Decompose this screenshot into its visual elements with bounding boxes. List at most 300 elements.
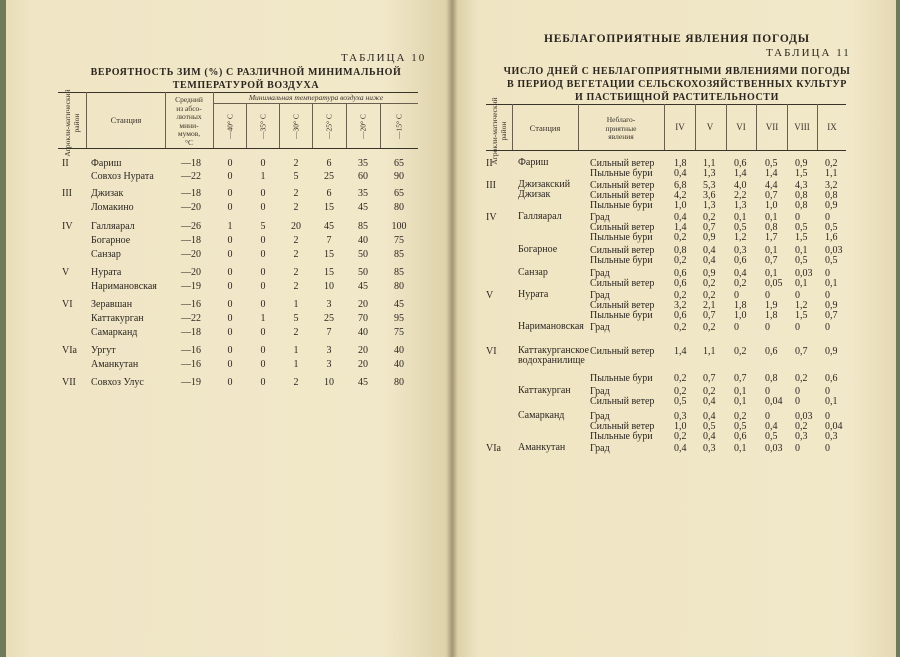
row-station: Каттакурган bbox=[91, 313, 144, 324]
row-value: 0,4 bbox=[703, 431, 716, 442]
row-value: 1,8 bbox=[734, 300, 747, 311]
row-value: 0,4 bbox=[765, 421, 778, 432]
row-value: 10 bbox=[324, 377, 334, 388]
row-value: 45 bbox=[358, 281, 368, 292]
row-value: 3,2 bbox=[674, 300, 687, 311]
row-value: 1,0 bbox=[674, 200, 687, 211]
row-value: 0,5 bbox=[674, 396, 687, 407]
row-station: Ломакино bbox=[91, 202, 134, 213]
row-mean: —18 bbox=[181, 158, 201, 169]
row-value: 1 bbox=[260, 313, 266, 324]
row-value: 0 bbox=[825, 386, 830, 397]
row-value: 15 bbox=[324, 202, 334, 213]
month-header: IV bbox=[675, 122, 685, 132]
row-value: 0,8 bbox=[795, 190, 808, 201]
row-mean: —20 bbox=[181, 249, 201, 260]
row-value: 0,4 bbox=[674, 168, 687, 179]
book-gutter bbox=[446, 0, 458, 657]
row-value: 0,5 bbox=[765, 158, 778, 169]
table-row bbox=[6, 313, 452, 325]
row-value: 10 bbox=[324, 281, 334, 292]
row-value: 0,4 bbox=[674, 443, 687, 454]
row-value: 40 bbox=[358, 327, 368, 338]
row-value: 0,03 bbox=[795, 411, 813, 422]
row-value: 100 bbox=[391, 221, 407, 232]
phen-header-line: явления bbox=[608, 132, 634, 141]
row-station: Нурата bbox=[91, 267, 122, 278]
row-value: 5 bbox=[293, 171, 299, 182]
row-value: 0,9 bbox=[795, 158, 808, 169]
row-value: 0,04 bbox=[825, 421, 843, 432]
table-row bbox=[452, 255, 896, 266]
table-row bbox=[452, 431, 896, 442]
row-value: 0,4 bbox=[703, 411, 716, 422]
table-10-header-rule bbox=[58, 148, 418, 149]
row-value: 0 bbox=[227, 281, 233, 292]
row-value: 2 bbox=[293, 235, 299, 246]
row-value: 0,1 bbox=[734, 212, 747, 223]
row-value: 0 bbox=[227, 202, 233, 213]
temp-header: —25° С bbox=[324, 114, 334, 139]
row-phenomenon: Пыльные бури bbox=[590, 373, 653, 384]
row-value: 5,3 bbox=[703, 180, 716, 191]
row-value: 0 bbox=[260, 267, 266, 278]
row-value: 75 bbox=[394, 327, 404, 338]
row-value: 0 bbox=[825, 411, 830, 422]
row-value: 0,2 bbox=[734, 278, 747, 289]
row-value: 0 bbox=[795, 212, 800, 223]
month-header: IX bbox=[827, 122, 837, 132]
row-value: 45 bbox=[324, 221, 334, 232]
table-row bbox=[452, 310, 896, 321]
row-value: 0 bbox=[227, 267, 233, 278]
row-value: 25 bbox=[324, 313, 334, 324]
row-value: 0,2 bbox=[703, 212, 716, 223]
row-value: 0 bbox=[227, 313, 233, 324]
table-10-vrule bbox=[246, 103, 247, 148]
table-row bbox=[6, 267, 452, 279]
row-station: Аманкутан bbox=[518, 442, 566, 453]
temp-header: —35° С bbox=[258, 114, 268, 139]
row-value: 0,5 bbox=[765, 431, 778, 442]
row-region: VIa bbox=[62, 345, 77, 356]
row-value: 1,6 bbox=[825, 232, 838, 243]
right-page bbox=[452, 0, 896, 657]
table-row bbox=[6, 158, 452, 170]
row-phenomenon: Сильный ветер bbox=[590, 421, 655, 432]
row-value: 1,0 bbox=[674, 421, 687, 432]
row-value: 3 bbox=[326, 345, 332, 356]
row-value: 0,5 bbox=[795, 255, 808, 266]
row-value: 0,7 bbox=[825, 310, 838, 321]
row-value: 0,2 bbox=[674, 322, 687, 333]
row-value: 0 bbox=[260, 202, 266, 213]
table-10-title-line2: ТЕМПЕРАТУРОЙ ВОЗДУХА bbox=[172, 80, 320, 91]
row-value: 0,3 bbox=[825, 431, 838, 442]
row-value: 0 bbox=[825, 268, 830, 279]
row-region: II bbox=[486, 158, 493, 169]
table-row bbox=[6, 221, 452, 233]
row-mean: —20 bbox=[181, 202, 201, 213]
row-value: 0,2 bbox=[674, 232, 687, 243]
table-10-header-station: Станция bbox=[110, 115, 142, 125]
row-value: 0 bbox=[260, 235, 266, 246]
row-mean: —16 bbox=[181, 345, 201, 356]
row-value: 2 bbox=[293, 158, 299, 169]
row-value: 0,2 bbox=[674, 290, 687, 301]
row-value: 65 bbox=[394, 158, 404, 169]
table-11-title bbox=[492, 65, 862, 104]
row-phenomenon: Сильный ветер bbox=[590, 190, 655, 201]
row-value: 0,7 bbox=[703, 373, 716, 384]
row-value: 0 bbox=[227, 188, 233, 199]
row-value: 0 bbox=[227, 158, 233, 169]
mean-header-line: °С bbox=[184, 137, 193, 147]
row-station: Наримановская bbox=[91, 281, 157, 292]
temp-header: —40° С bbox=[225, 114, 235, 139]
table-10-vrule bbox=[380, 103, 381, 148]
row-mean: —19 bbox=[181, 281, 201, 292]
row-value: 20 bbox=[291, 221, 301, 232]
row-value: 0,2 bbox=[674, 386, 687, 397]
row-value: 20 bbox=[358, 299, 368, 310]
row-value: 1,0 bbox=[734, 310, 747, 321]
row-value: 7 bbox=[326, 327, 332, 338]
table-11-title-line1: ЧИСЛО ДНЕЙ С НЕБЛАГОПРИЯТНЫМИ ЯВЛЕНИЯМИ ПОГОДЫ bbox=[503, 66, 851, 77]
row-value: 6 bbox=[326, 188, 332, 199]
table-11-label: ТАБЛИЦА 11 bbox=[766, 47, 851, 59]
table-11-header-region: Агрокли-матический район bbox=[490, 97, 508, 165]
row-value: 0,8 bbox=[765, 373, 778, 384]
row-value: 15 bbox=[324, 249, 334, 260]
row-mean: —18 bbox=[181, 327, 201, 338]
row-value: 45 bbox=[358, 202, 368, 213]
row-phenomenon: Сильный ветер bbox=[590, 158, 655, 169]
row-value: 0 bbox=[825, 443, 830, 454]
row-value: 0 bbox=[795, 322, 800, 333]
row-value: 0,9 bbox=[825, 346, 838, 357]
row-value: 0 bbox=[227, 327, 233, 338]
row-station: Наримановская bbox=[518, 321, 584, 332]
row-value: 0,2 bbox=[825, 158, 838, 169]
table-row bbox=[6, 345, 452, 357]
row-phenomenon: Сильный ветер bbox=[590, 278, 655, 289]
row-value: 0,2 bbox=[674, 255, 687, 266]
month-header: VIII bbox=[794, 122, 810, 132]
row-value: 1,8 bbox=[674, 158, 687, 169]
row-value: 0,6 bbox=[825, 373, 838, 384]
row-value: 0,7 bbox=[703, 310, 716, 321]
table-row bbox=[6, 249, 452, 261]
table-row bbox=[6, 171, 452, 183]
row-value: 1,1 bbox=[825, 168, 838, 179]
row-value: 0 bbox=[795, 396, 800, 407]
row-value: 0,5 bbox=[734, 222, 747, 233]
row-value: 0,5 bbox=[703, 421, 716, 432]
row-value: 0,8 bbox=[674, 245, 687, 256]
row-region: IV bbox=[62, 221, 73, 232]
running-head: НЕБЛАГОПРИЯТНЫЕ ЯВЛЕНИЯ ПОГОДЫ bbox=[544, 33, 810, 45]
row-value: 20 bbox=[358, 359, 368, 370]
row-value: 0,2 bbox=[703, 322, 716, 333]
row-value: 0,4 bbox=[734, 268, 747, 279]
row-phenomenon: Сильный ветер bbox=[590, 396, 655, 407]
row-value: 0 bbox=[765, 411, 770, 422]
row-value: 0,7 bbox=[795, 346, 808, 357]
temp-header: —30° С bbox=[291, 114, 301, 139]
row-value: 0,1 bbox=[825, 396, 838, 407]
row-mean: —16 bbox=[181, 359, 201, 370]
row-value: 95 bbox=[394, 313, 404, 324]
row-value: 0 bbox=[734, 322, 739, 333]
row-phenomenon: Пыльные бури bbox=[590, 232, 653, 243]
row-value: 1,0 bbox=[765, 200, 778, 211]
row-station: Санзар bbox=[91, 249, 121, 260]
mean-header-line: лютных bbox=[176, 112, 202, 121]
row-value: 50 bbox=[358, 249, 368, 260]
row-value: 1,3 bbox=[703, 200, 716, 211]
row-value: 4,3 bbox=[795, 180, 808, 191]
table-10-vrule bbox=[279, 103, 280, 148]
row-value: 0,1 bbox=[765, 268, 778, 279]
row-value: 1,1 bbox=[703, 346, 716, 357]
row-value: 0,3 bbox=[703, 443, 716, 454]
row-value: 0,6 bbox=[674, 268, 687, 279]
row-value: 1,5 bbox=[795, 168, 808, 179]
row-mean: —19 bbox=[181, 377, 201, 388]
row-phenomenon: Град bbox=[590, 268, 610, 279]
row-value: 0 bbox=[260, 359, 266, 370]
row-region: III bbox=[62, 188, 72, 199]
row-value: 2 bbox=[293, 249, 299, 260]
row-region: II bbox=[62, 158, 69, 169]
row-value: 60 bbox=[358, 171, 368, 182]
row-station: Самарканд bbox=[518, 410, 565, 421]
row-value: 0,5 bbox=[825, 255, 838, 266]
mean-header-line: из абсо- bbox=[176, 103, 202, 113]
row-mean: —16 bbox=[181, 299, 201, 310]
row-value: 1 bbox=[227, 221, 233, 232]
row-value: 1 bbox=[293, 345, 299, 356]
row-value: 1,2 bbox=[795, 300, 808, 311]
row-value: 0,1 bbox=[734, 396, 747, 407]
table-row bbox=[6, 327, 452, 339]
row-value: 0,6 bbox=[674, 310, 687, 321]
table-row bbox=[6, 281, 452, 293]
table-10-title bbox=[66, 66, 426, 92]
row-value: 3 bbox=[326, 359, 332, 370]
row-value: 0 bbox=[765, 290, 770, 301]
row-value: 3 bbox=[326, 299, 332, 310]
row-value: 80 bbox=[394, 202, 404, 213]
table-11-vrule bbox=[512, 104, 513, 150]
row-value: 4,4 bbox=[765, 180, 778, 191]
row-value: 0,6 bbox=[734, 431, 747, 442]
table-11-vrule bbox=[578, 104, 579, 150]
row-station: Самарканд bbox=[91, 327, 138, 338]
month-header: V bbox=[706, 122, 714, 132]
table-row bbox=[6, 202, 452, 214]
row-value: 80 bbox=[394, 281, 404, 292]
row-value: 0,2 bbox=[734, 346, 747, 357]
mean-header-line: мумов, bbox=[177, 129, 201, 138]
row-value: 80 bbox=[394, 377, 404, 388]
row-value: 0 bbox=[260, 249, 266, 260]
table-10-vrule bbox=[346, 103, 347, 148]
row-phenomenon: Пыльные бури bbox=[590, 255, 653, 266]
row-value: 0,9 bbox=[703, 232, 716, 243]
row-phenomenon: Пыльные бури bbox=[590, 200, 653, 211]
row-value: 1,1 bbox=[703, 158, 716, 169]
row-value: 2 bbox=[293, 188, 299, 199]
table-10-group-rule bbox=[213, 103, 418, 104]
row-value: 85 bbox=[394, 249, 404, 260]
row-value: 0 bbox=[227, 171, 233, 182]
row-value: 1 bbox=[260, 171, 266, 182]
table-11-header-phen bbox=[580, 116, 662, 142]
row-value: 2 bbox=[293, 327, 299, 338]
row-value: 45 bbox=[394, 299, 404, 310]
row-value: 6,8 bbox=[674, 180, 687, 191]
row-value: 0,05 bbox=[765, 278, 783, 289]
table-row bbox=[452, 443, 896, 454]
row-value: 0 bbox=[825, 290, 830, 301]
row-value: 0 bbox=[260, 327, 266, 338]
row-phenomenon: Пыльные бури bbox=[590, 310, 653, 321]
row-value: 0,4 bbox=[703, 396, 716, 407]
row-value: 0,2 bbox=[674, 373, 687, 384]
row-value: 0,5 bbox=[795, 222, 808, 233]
table-10-vrule bbox=[312, 103, 313, 148]
row-value: 0,2 bbox=[703, 386, 716, 397]
row-value: 0 bbox=[825, 212, 830, 223]
row-value: 70 bbox=[358, 313, 368, 324]
row-mean: —26 bbox=[181, 221, 201, 232]
row-region: IV bbox=[486, 212, 497, 223]
row-value: 5 bbox=[260, 221, 266, 232]
row-value: 3,6 bbox=[703, 190, 716, 201]
temp-header: —15° С bbox=[394, 114, 404, 139]
row-value: 0,1 bbox=[765, 212, 778, 223]
row-mean: —18 bbox=[181, 188, 201, 199]
row-station: Санзар bbox=[518, 267, 548, 278]
row-value: 0,2 bbox=[734, 411, 747, 422]
row-value: 4,2 bbox=[674, 190, 687, 201]
table-11-title-line2: В ПЕРИОД ВЕГЕТАЦИИ СЕЛЬСКОХОЗЯЙСТВЕННЫХ КУЛЬТУР bbox=[507, 79, 847, 90]
table-row bbox=[452, 373, 896, 384]
table-10-vrule bbox=[86, 92, 87, 148]
row-station: Джизакский bbox=[518, 179, 571, 190]
row-value: 35 bbox=[358, 158, 368, 169]
table-10-label: ТАБЛИЦА 10 bbox=[341, 52, 427, 64]
row-region: VIa bbox=[486, 443, 501, 454]
row-value: 0,8 bbox=[825, 190, 838, 201]
row-value: 0,1 bbox=[734, 386, 747, 397]
row-value: 0,5 bbox=[825, 222, 838, 233]
row-region: V bbox=[62, 267, 70, 278]
table-11-top-rule bbox=[486, 104, 846, 105]
row-phenomenon: Град bbox=[590, 322, 610, 333]
row-value: 0,7 bbox=[765, 190, 778, 201]
table-10-title-line1: ВЕРОЯТНОСТЬ ЗИМ (%) С РАЗЛИЧНОЙ МИНИМАЛЬНОЙ bbox=[90, 67, 402, 78]
row-value: 0 bbox=[227, 235, 233, 246]
row-value: 20 bbox=[358, 345, 368, 356]
row-value: 0 bbox=[227, 299, 233, 310]
row-phenomenon: Град bbox=[590, 290, 610, 301]
row-station: Фариш bbox=[91, 158, 122, 169]
row-value: 2 bbox=[293, 281, 299, 292]
table-row bbox=[452, 232, 896, 243]
row-region: VII bbox=[62, 377, 76, 388]
row-value: 90 bbox=[394, 171, 404, 182]
row-station: Фариш bbox=[518, 157, 549, 168]
row-value: 7 bbox=[326, 235, 332, 246]
row-value: 0,3 bbox=[734, 245, 747, 256]
row-value: 0,4 bbox=[674, 212, 687, 223]
row-value: 2 bbox=[293, 377, 299, 388]
row-value: 0,5 bbox=[734, 421, 747, 432]
row-phenomenon: Сильный ветер bbox=[590, 222, 655, 233]
row-value: 0 bbox=[765, 322, 770, 333]
row-value: 35 bbox=[358, 188, 368, 199]
row-station: Аманкутан bbox=[91, 359, 139, 370]
table-11-title-line3: И ПАСТБИЩНОЙ РАСТИТЕЛЬНОСТИ bbox=[575, 92, 779, 103]
row-value: 1,9 bbox=[765, 300, 778, 311]
phen-header-line: Неблаго- bbox=[606, 115, 636, 124]
row-value: 0 bbox=[260, 188, 266, 199]
row-value: 0 bbox=[795, 386, 800, 397]
row-value: 0,1 bbox=[734, 443, 747, 454]
phen-header-line: приятные bbox=[605, 123, 637, 133]
row-value: 0,1 bbox=[795, 278, 808, 289]
row-station: Джизак bbox=[518, 189, 551, 200]
table-11-header-rule bbox=[486, 150, 846, 151]
table-11-header-station: Станция bbox=[529, 123, 561, 133]
table-10-header-mean bbox=[166, 96, 212, 147]
table-row bbox=[452, 345, 896, 366]
row-station: Зеравшан bbox=[91, 299, 133, 310]
row-value: 0,6 bbox=[734, 158, 747, 169]
row-station: Галляарал bbox=[91, 221, 135, 232]
row-value: 0 bbox=[260, 299, 266, 310]
row-value: 2 bbox=[293, 267, 299, 278]
row-value: 0,7 bbox=[765, 255, 778, 266]
row-value: 0,9 bbox=[703, 268, 716, 279]
row-value: 0 bbox=[825, 322, 830, 333]
row-value: 2,1 bbox=[703, 300, 716, 311]
row-value: 0,03 bbox=[765, 443, 783, 454]
row-phenomenon: Сильный ветер bbox=[590, 346, 655, 357]
table-row bbox=[6, 377, 452, 389]
row-value: 0 bbox=[795, 290, 800, 301]
row-station: Каттакурган bbox=[518, 385, 571, 396]
row-value: 1,8 bbox=[765, 310, 778, 321]
row-phenomenon: Сильный ветер bbox=[590, 180, 655, 191]
row-value: 0 bbox=[227, 345, 233, 356]
row-value: 0 bbox=[227, 249, 233, 260]
row-value: 0,1 bbox=[825, 278, 838, 289]
row-value: 1,4 bbox=[674, 346, 687, 357]
row-value: 0 bbox=[227, 359, 233, 370]
row-value: 0,6 bbox=[765, 346, 778, 357]
row-value: 15 bbox=[324, 267, 334, 278]
row-value: 0,2 bbox=[674, 431, 687, 442]
row-value: 1,2 bbox=[734, 232, 747, 243]
row-value: 0 bbox=[260, 158, 266, 169]
row-value: 2 bbox=[293, 202, 299, 213]
row-value: 0,2 bbox=[795, 421, 808, 432]
row-value: 40 bbox=[394, 359, 404, 370]
